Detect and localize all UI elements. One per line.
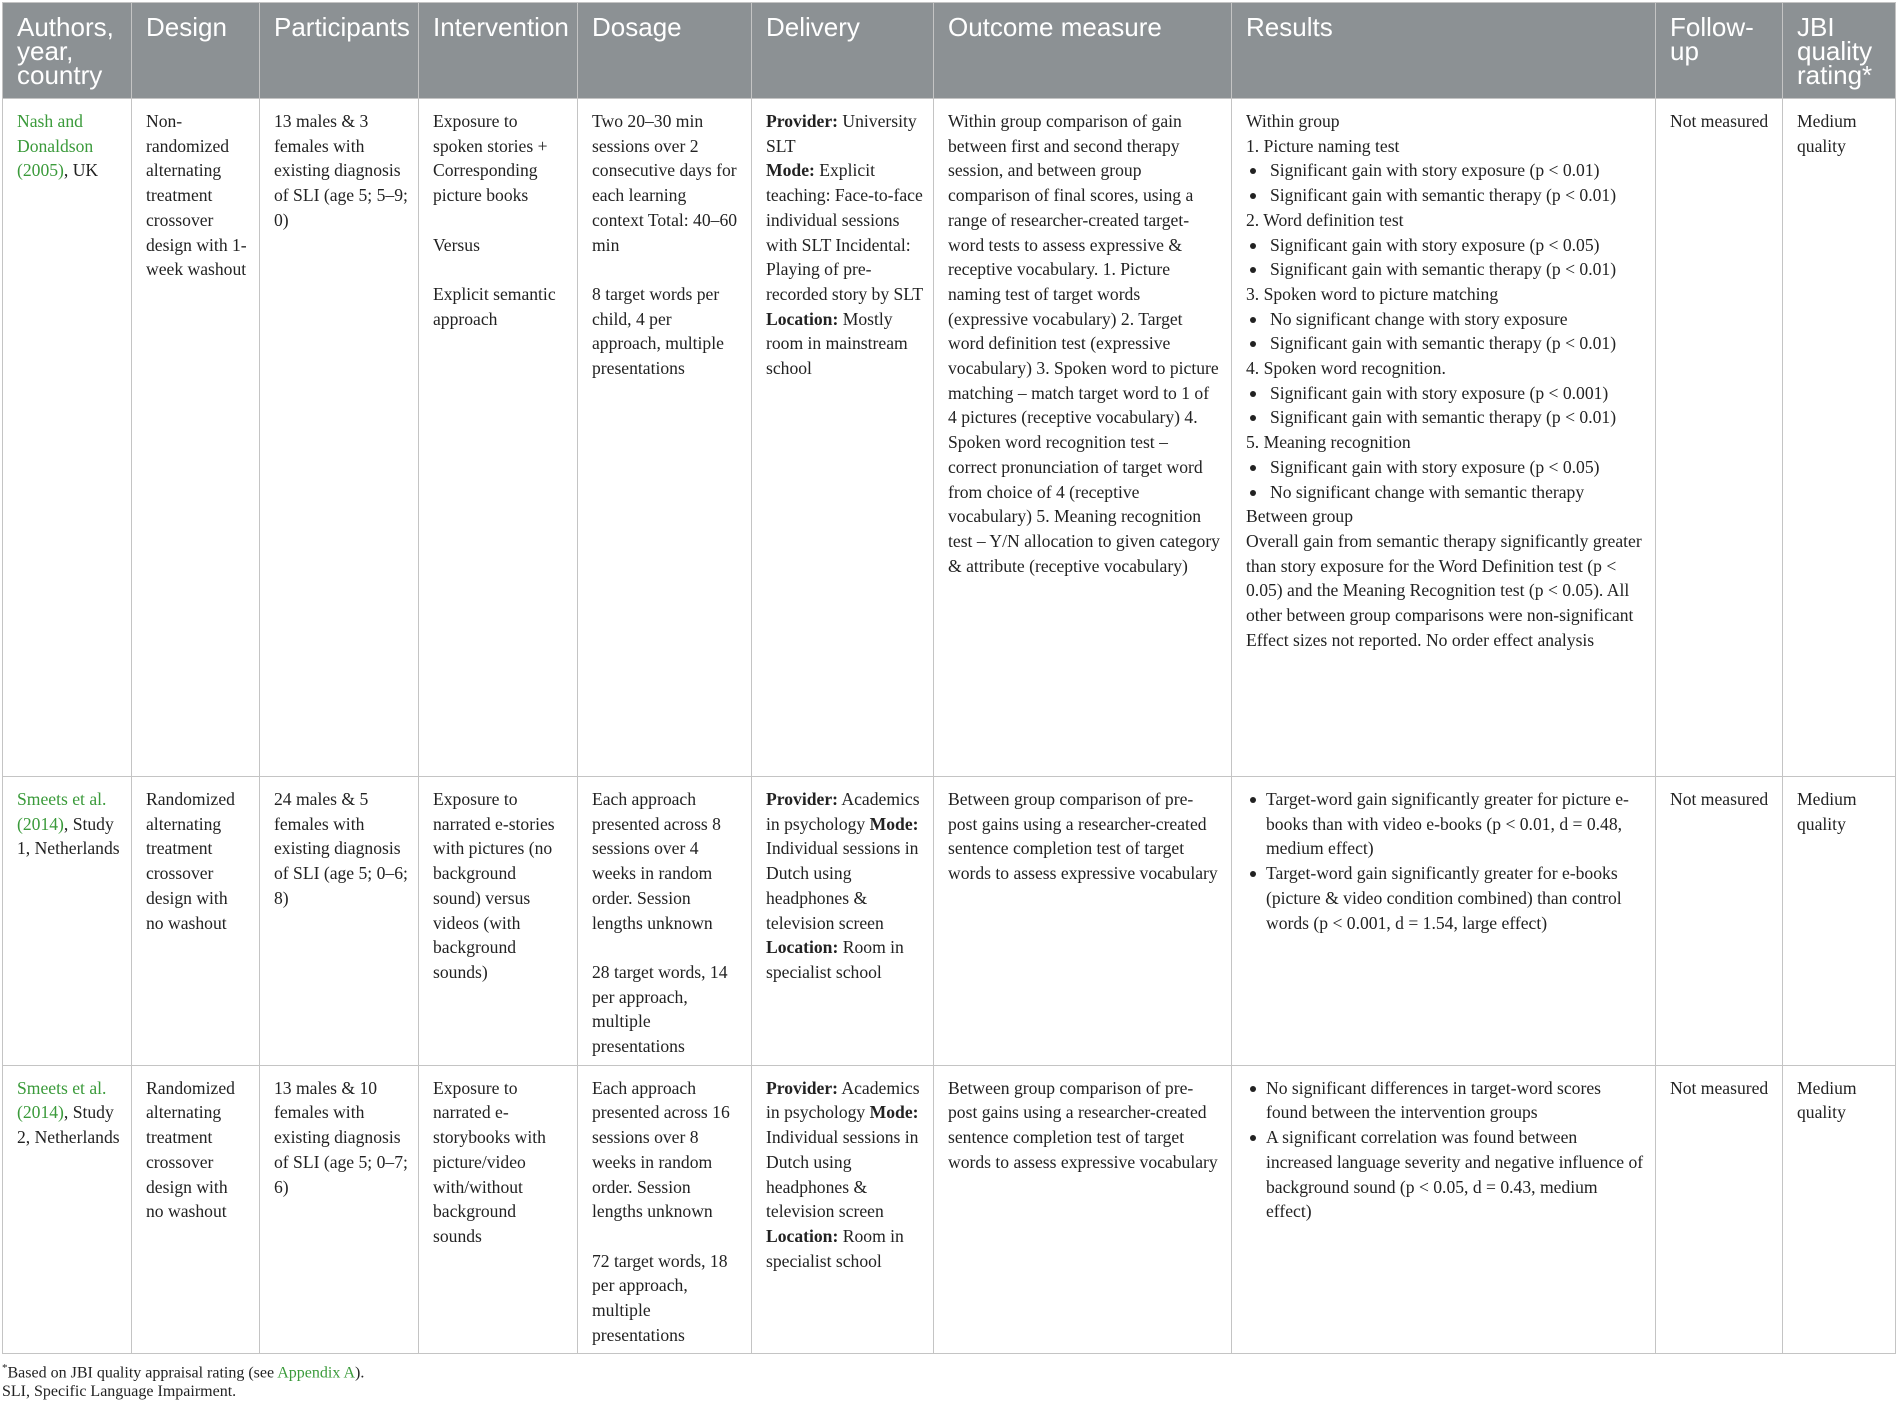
list-item: Target-word gain significantly greater for e-books (picture & video condition combined) than control words (p < 0.001, d = 1.54, large effect) [1246,861,1645,935]
results-list [1246,787,1645,935]
list-item: Significant gain with semantic therapy (p < 0.01) [1246,257,1645,282]
location-label: Location: [766,1225,839,1246]
footnote-text: Based on JBI quality appraisal rating (see [7,1364,278,1382]
cell-results [1232,777,1656,1066]
list-item: No significant differences in target-word scores found between the intervention groups [1246,1076,1645,1125]
provider-label: Provider: [766,789,838,809]
mode-label: Mode: [869,813,919,834]
cell-design: Non-randomized alternating treatment crossover design with 1-week washout [132,99,260,777]
footnote-quality [2,1358,364,1383]
results-between-label: Between group [1246,506,1353,527]
location-label: Location: [766,937,839,958]
cell-intervention: Exposure to narrated e-stories with pictures (no background sound) versus videos (with background sounds) [419,777,578,1066]
mode-value: Individual sessions in Dutch using headphones & television screen [766,838,919,933]
header-quality: JBI quality rating* [1783,3,1896,99]
cell-design: Randomized alternating treatment crossover design with no washout [132,1065,260,1354]
evidence-table [2,2,1896,1354]
cell-delivery [752,99,934,777]
cell-outcome: Within group comparison of gain between first and second therapy session, and between group comparison of final scores, using a range of researcher-created target-word tests to assess expressive & receptive vocabulary. 1. Picture naming test of target words (expressive vocabulary) 2. Target word definition test (expressive vocabulary) 3. Spoken word to picture matching – match target word to 1 of 4 pictures (receptive vocabulary) 4. Spoken word recognition test – correct pronunciation of target word from choice of 4 (receptive vocabulary) 5. Meaning recognition test – Y/N allocation to given category & attribute (receptive vocabulary) [934,99,1232,777]
results-group-title: 3. Spoken word to picture matching [1246,283,1499,304]
results-group-title: 2. Word definition test [1246,209,1404,230]
provider-label: Provider: [766,111,838,131]
results-list [1246,455,1645,504]
provider-value: Academics in psychology [766,789,920,834]
cell-participants: 13 males & 10 females with existing diagnosis of SLI (age 5; 0–7; 6) [260,1065,419,1354]
cell-followup: Not measured [1656,1065,1783,1354]
header-design: Design [132,3,260,99]
results-group-title: 5. Meaning recognition [1246,432,1411,453]
location-value: Mostly room in mainstream school [766,308,908,379]
cell-participants: 13 males & 3 females with existing diagnosis of SLI (age 5; 5–9; 0) [260,99,419,777]
table-row [3,1065,1896,1354]
cell-quality: Medium quality [1783,99,1896,777]
citation-link[interactable]: Smeets et al. (2014) [17,789,107,834]
appendix-link[interactable]: Appendix A [277,1364,355,1382]
cell-authors [3,99,132,777]
list-item: Target-word gain significantly greater for picture e-books than with video e-books (p < 0.01, d = 0.48, medium effect) [1246,787,1645,861]
results-effect-text: Effect sizes not reported. No order effect analysis [1246,629,1595,650]
list-item: A significant correlation was found between increased language severity and negative influence of background sound (p < 0.05, d = 0.43, medium effect) [1246,1125,1645,1224]
footnote-star: * [2,1362,8,1374]
dosage-text: 28 target words, 14 per approach, multiple presentations [592,961,728,1057]
results-list [1246,381,1645,430]
dosage-text: 72 target words, 18 per approach, multiple presentations [592,1250,728,1345]
list-item: Significant gain with semantic therapy (p < 0.01) [1246,331,1645,356]
citation-link[interactable]: Nash and Donaldson (2005) [17,111,94,181]
header-delivery: Delivery [752,3,934,99]
dosage-text: Two 20–30 min sessions over 2 consecutive days for each learning context Total: 40–60 min [592,111,738,255]
citation-country: , Study 2, Netherlands [17,1102,120,1148]
location-value: Room in specialist school [766,937,904,982]
header-intervention: Intervention [419,3,578,99]
header-dosage: Dosage [578,3,752,99]
header-participants: Participants [260,3,419,99]
results-group-title: 1. Picture naming test [1246,135,1400,156]
list-item: Significant gain with story exposure (p < 0.001) [1246,381,1645,406]
mode-value: Individual sessions in Dutch using headphones & television screen [766,1127,919,1222]
provider-label: Provider: [766,1077,838,1098]
dosage-text: 8 target words per child, 4 per approach, multiple presentations [592,283,724,379]
provider-value: Academics in psychology [766,1077,920,1123]
cell-design: Randomized alternating treatment crossover design with no washout [132,777,260,1066]
list-item: Significant gain with story exposure (p < 0.05) [1246,455,1645,480]
citation-link[interactable]: Smeets et al. (2014) [17,1077,107,1123]
citation-country: , UK [63,160,99,181]
results-between-text: Overall gain from semantic therapy significantly greater than story exposure for the Word Definition test (p < 0.05) and the Meaning Recognition test (p < 0.05). All other between group comparisons were non-significant [1246,530,1642,626]
cell-dosage [578,777,752,1066]
intervention-text: Versus [433,234,480,255]
cell-results [1232,99,1656,777]
mode-label: Mode: [869,1102,919,1123]
header-row [3,3,1896,99]
cell-outcome: Between group comparison of pre-post gains using a researcher-created sentence completion test of target words to assess expressive vocabulary [934,777,1232,1066]
footnote-abbreviation: SLI, Specific Language Impairment. [2,1383,237,1400]
dosage-text: Each approach presented across 8 sessions over 4 weeks in random order. Session lengths unknown [592,789,721,933]
mode-label: Mode: [766,160,815,181]
citation-country: , Study 1, Netherlands [17,813,120,859]
table-row [3,99,1896,777]
cell-participants: 24 males & 5 females with existing diagnosis of SLI (age 5; 0–6; 8) [260,777,419,1066]
location-value: Room in specialist school [766,1225,904,1271]
provider-value: University SLT [766,111,917,156]
list-item: No significant change with story exposure [1246,307,1645,332]
results-within-label: Within group [1246,111,1340,131]
cell-intervention: Exposure to narrated e-storybooks with picture/video with/without background sounds [419,1065,578,1354]
dosage-text: Each approach presented across 16 sessions over 8 weeks in random order. Session lengths unknown [592,1077,730,1222]
cell-results [1232,1065,1656,1354]
cell-followup: Not measured [1656,99,1783,777]
table-row [3,777,1896,1066]
cell-authors [3,1065,132,1354]
intervention-text: Exposure to spoken stories + Corresponding picture books [433,111,548,206]
cell-intervention [419,99,578,777]
list-item: No significant change with semantic therapy [1246,480,1645,505]
cell-followup: Not measured [1656,777,1783,1066]
mode-value: Explicit teaching: Face-to-face individual sessions with SLT Incidental: Playing of pre-recorded story by SLT [766,160,923,304]
cell-delivery [752,1065,934,1354]
header-results: Results [1232,3,1656,99]
header-outcome: Outcome measure [934,3,1232,99]
intervention-text: Explicit semantic approach [433,283,556,329]
location-label: Location: [766,308,839,329]
results-list [1246,307,1645,356]
list-item: Significant gain with story exposure (p < 0.01) [1246,158,1645,183]
results-list [1246,1076,1645,1224]
list-item: Significant gain with semantic therapy (p < 0.01) [1246,183,1645,208]
cell-quality: Medium quality [1783,777,1896,1066]
footnote-text-end: ). [355,1364,365,1382]
cell-dosage [578,1065,752,1354]
cell-delivery [752,777,934,1066]
results-group-title: 4. Spoken word recognition. [1246,358,1446,379]
results-list [1246,158,1645,207]
results-list [1246,233,1645,282]
cell-dosage [578,99,752,777]
header-authors: Authors, year, country [3,3,132,99]
cell-outcome: Between group comparison of pre-post gains using a researcher-created sentence completion test of target words to assess expressive vocabulary [934,1065,1232,1354]
list-item: Significant gain with semantic therapy (p < 0.01) [1246,405,1645,430]
cell-quality: Medium quality [1783,1065,1896,1354]
cell-authors [3,777,132,1066]
list-item: Significant gain with story exposure (p < 0.05) [1246,233,1645,258]
header-followup: Follow-up [1656,3,1783,99]
